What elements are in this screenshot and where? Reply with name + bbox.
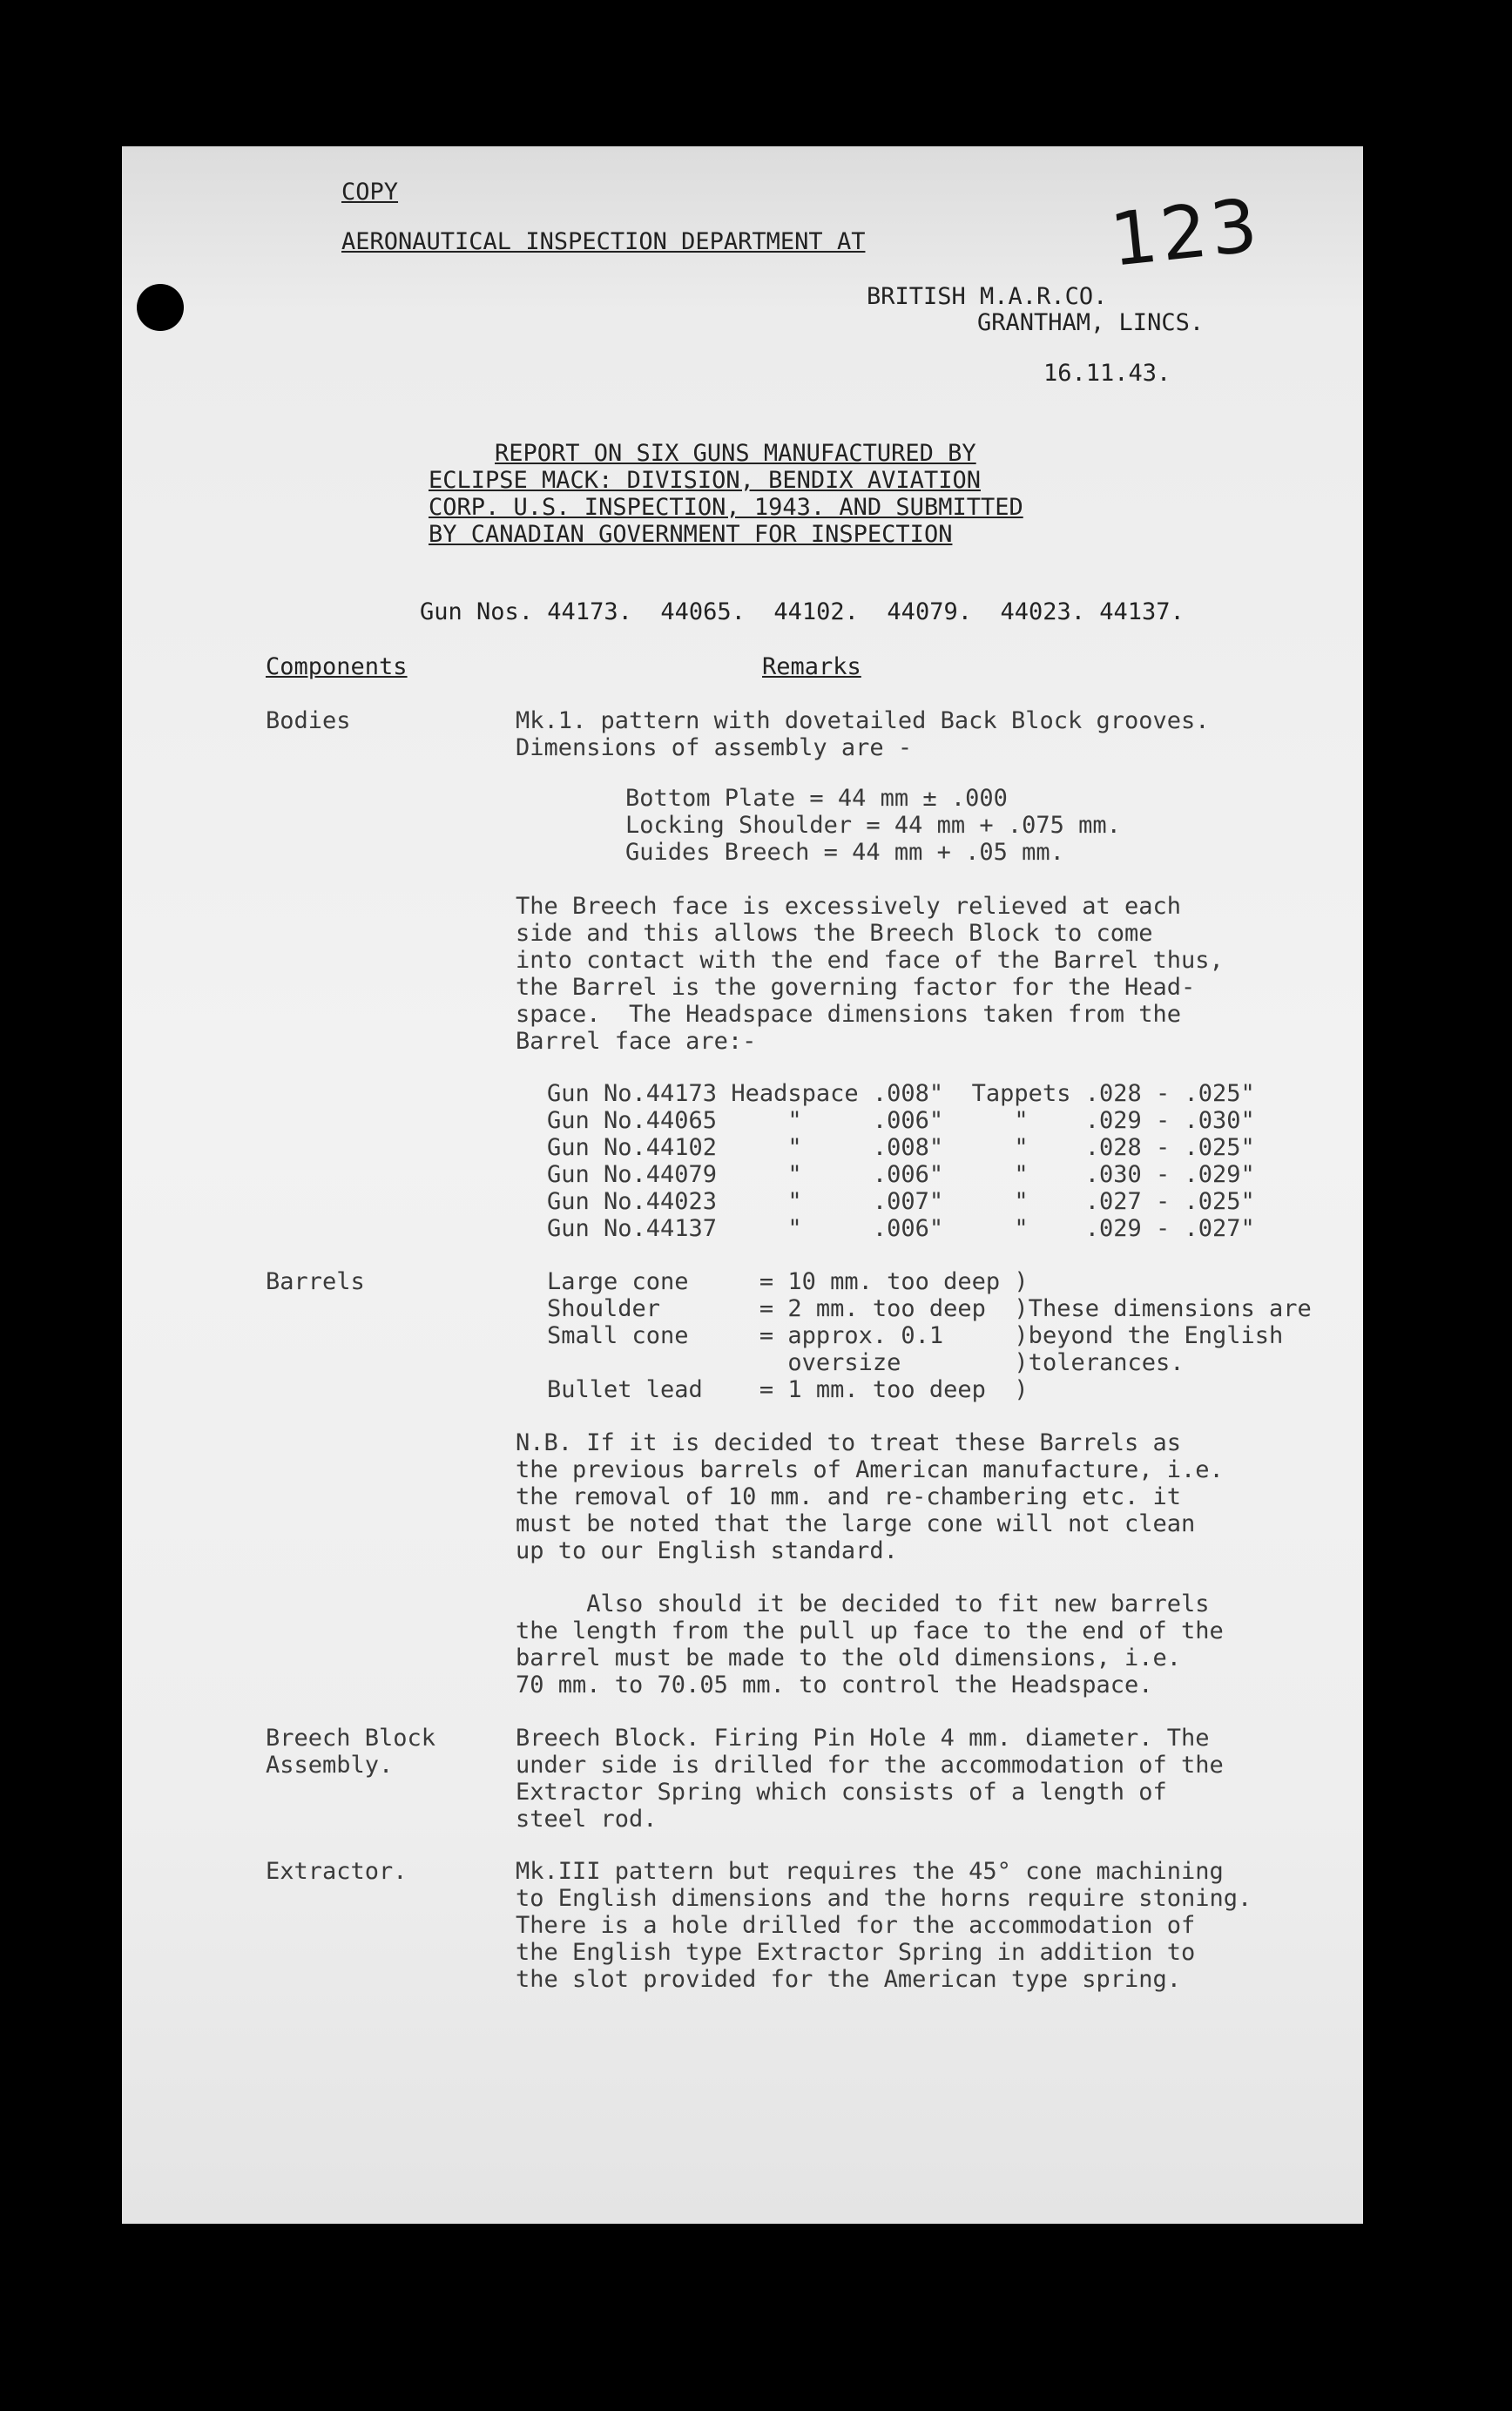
breech-line: Extractor Spring which consists of a length of bbox=[516, 1779, 1167, 1806]
headspace-row: Gun No.44102 " .008" " .028 - .025" bbox=[547, 1134, 1255, 1161]
breech-label: Breech Block bbox=[266, 1725, 436, 1752]
extractor-line: the slot provided for the American type spring. bbox=[516, 1966, 1182, 1993]
components-heading: Components bbox=[266, 653, 408, 680]
bodies-paragraph-line: into contact with the end face of the Barrel thus, bbox=[516, 947, 1224, 974]
nb-line: must be noted that the large cone will not clean bbox=[516, 1510, 1196, 1537]
headspace-row: Gun No.44065 " .006" " .029 - .030" bbox=[547, 1107, 1255, 1134]
headspace-row: Gun No.44079 " .006" " .030 - .029" bbox=[547, 1161, 1255, 1188]
report-date: 16.11.43. bbox=[1043, 360, 1171, 387]
headspace-row: Gun No.44023 " .007" " .027 - .025" bbox=[547, 1188, 1255, 1215]
breech-label: Assembly. bbox=[266, 1752, 394, 1779]
breech-line: Breech Block. Firing Pin Hole 4 mm. diameter. The bbox=[516, 1725, 1210, 1752]
dimension-line: Bottom Plate = 44 mm ± .000 bbox=[625, 785, 1008, 812]
headspace-row: Gun No.44173 Headspace .008" Tappets .028 - .025" bbox=[547, 1080, 1255, 1107]
department-heading: AERONAUTICAL INSPECTION DEPARTMENT AT bbox=[341, 228, 866, 255]
bodies-paragraph-line: space. The Headspace dimensions taken from the bbox=[516, 1001, 1182, 1028]
extractor-line: Mk.III pattern but requires the 45° cone machining bbox=[516, 1858, 1224, 1885]
nb-line: up to our English standard. bbox=[516, 1537, 898, 1564]
barrels-label: Barrels bbox=[266, 1268, 365, 1295]
headspace-row: Gun No.44137 " .006" " .029 - .027" bbox=[547, 1215, 1255, 1242]
barrels-row: Shoulder = 2 mm. too deep )These dimensions are bbox=[547, 1295, 1312, 1322]
nb-line: the removal of 10 mm. and re-chambering etc. it bbox=[516, 1483, 1182, 1510]
company-name: BRITISH M.A.R.CO. bbox=[867, 283, 1108, 310]
dimension-line: Guides Breech = 44 mm + .05 mm. bbox=[625, 839, 1064, 866]
copy-label: COPY bbox=[341, 179, 399, 206]
company-location: GRANTHAM, LINCS. bbox=[977, 309, 1205, 336]
extractor-label: Extractor. bbox=[266, 1858, 408, 1885]
title-line: ECLIPSE MACK: DIVISION, BENDIX AVIATION bbox=[429, 467, 981, 494]
bodies-paragraph-line: the Barrel is the governing factor for the Head- bbox=[516, 974, 1196, 1001]
breech-line: steel rod. bbox=[516, 1806, 658, 1833]
barrels-row: Small cone = approx. 0.1 )beyond the English bbox=[547, 1322, 1284, 1349]
barrels-row: oversize )tolerances. bbox=[547, 1349, 1185, 1376]
nb-line: N.B. If it is decided to treat these Barrels as bbox=[516, 1429, 1182, 1456]
gun-numbers: Gun Nos. 44173. 44065. 44102. 44079. 44023. 44137. bbox=[420, 598, 1185, 625]
also-line: Also should it be decided to fit new barrels bbox=[516, 1590, 1210, 1617]
bodies-label: Bodies bbox=[266, 707, 351, 734]
nb-line: the previous barrels of American manufacture, i.e. bbox=[516, 1456, 1224, 1483]
extractor-line: to English dimensions and the horns require stoning. bbox=[516, 1885, 1252, 1912]
remarks-heading: Remarks bbox=[762, 653, 861, 680]
title-line: REPORT ON SIX GUNS MANUFACTURED BY bbox=[495, 440, 976, 467]
dimension-line: Locking Shoulder = 44 mm + .075 mm. bbox=[625, 812, 1121, 839]
also-line: the length from the pull up face to the end of the bbox=[516, 1617, 1224, 1644]
punch-hole bbox=[137, 284, 184, 331]
bodies-paragraph-line: Barrel face are:- bbox=[516, 1028, 757, 1055]
title-line: BY CANADIAN GOVERNMENT FOR INSPECTION bbox=[429, 521, 953, 548]
bodies-text: Dimensions of assembly are - bbox=[516, 734, 913, 761]
handwritten-page-number: 123 bbox=[1106, 182, 1265, 283]
breech-line: under side is drilled for the accommodation of the bbox=[516, 1752, 1224, 1779]
bodies-text: Mk.1. pattern with dovetailed Back Block grooves. bbox=[516, 707, 1210, 734]
bodies-paragraph-line: The Breech face is excessively relieved at each bbox=[516, 893, 1182, 920]
barrels-row: Bullet lead = 1 mm. too deep ) bbox=[547, 1376, 1029, 1403]
extractor-line: There is a hole drilled for the accommodation of bbox=[516, 1912, 1196, 1939]
also-line: 70 mm. to 70.05 mm. to control the Headspace. bbox=[516, 1671, 1153, 1699]
also-line: barrel must be made to the old dimensions, i.e. bbox=[516, 1644, 1182, 1671]
extractor-line: the English type Extractor Spring in addition to bbox=[516, 1939, 1196, 1966]
title-line: CORP. U.S. INSPECTION, 1943. AND SUBMITTED bbox=[429, 494, 1023, 521]
bodies-paragraph-line: side and this allows the Breech Block to come bbox=[516, 920, 1153, 947]
barrels-row: Large cone = 10 mm. too deep ) bbox=[547, 1268, 1029, 1295]
